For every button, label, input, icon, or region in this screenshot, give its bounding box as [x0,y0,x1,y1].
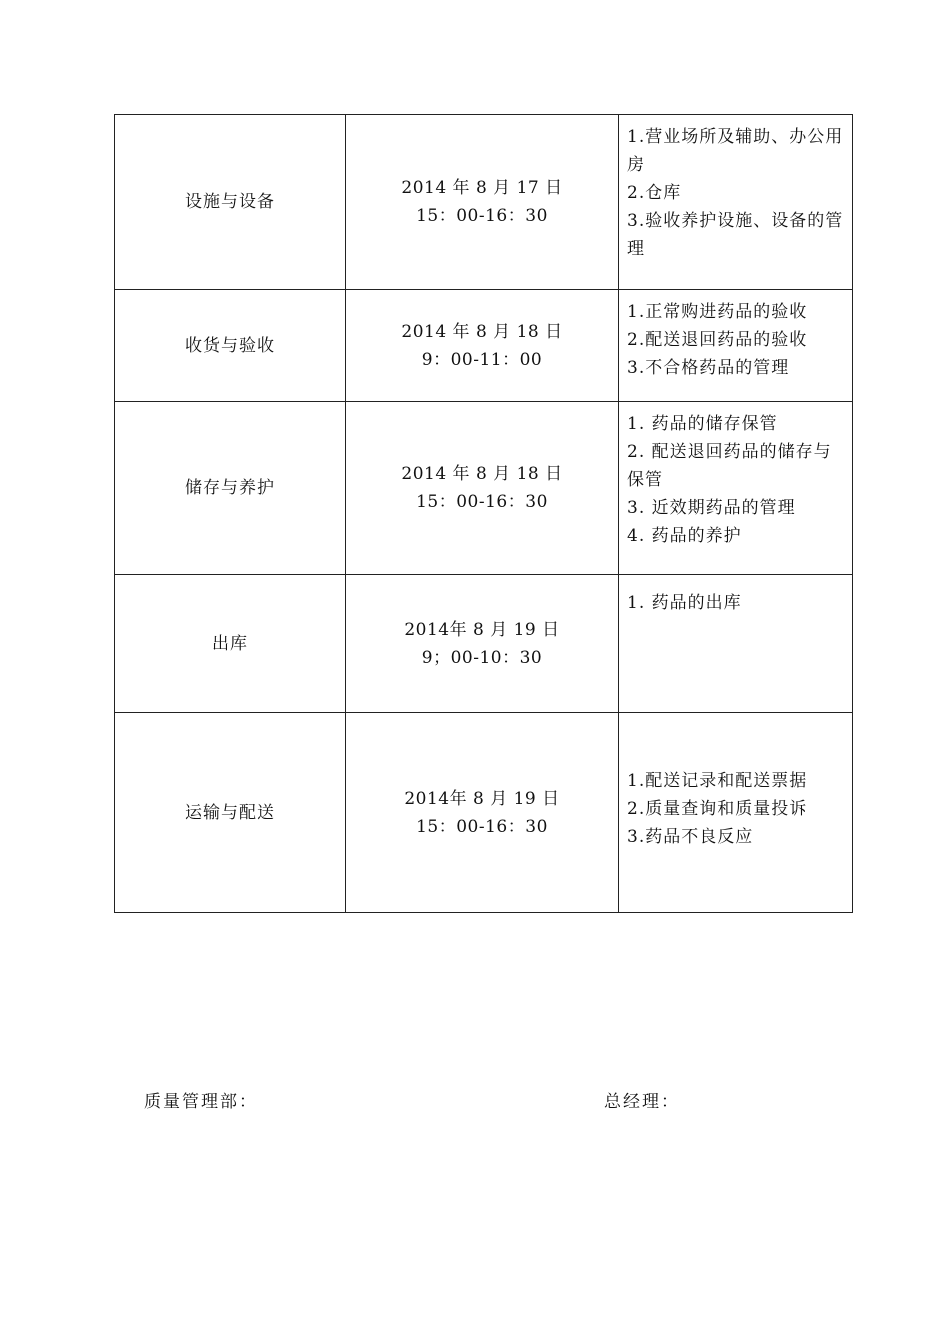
quality-dept-signature-label: 质量管理部： [144,1092,258,1112]
content-line: 1. 药品的储存保管 [627,414,778,434]
content-line: 2. 配送退回药品的储存与保管 [627,442,832,490]
item-label: 收货与验收 [185,335,275,356]
table-row [115,115,853,290]
content-list [619,115,852,271]
content-line: 1. 药品的出库 [627,593,742,613]
inspection-schedule-table [114,114,853,913]
item-cell [115,575,346,713]
date-text: 2014 年 8 月 18 日 [401,321,563,342]
content-list [619,402,852,558]
date-text: 2014 年 8 月 17 日 [401,178,563,198]
time-cell [346,713,619,913]
item-label: 运输与配送 [185,802,275,823]
content-line: 3.验收养护设施、设备的管理 [627,211,844,259]
table-row [115,713,853,913]
time-text: 9；00-10：30 [421,647,543,668]
content-line: 1.正常购进药品的验收 [627,302,808,322]
item-cell [115,713,346,913]
date-text: 2014年 8 月 19 日 [404,619,560,640]
content-line: 2.质量查询和质量投诉 [627,798,808,819]
content-line: 1.配送记录和配送票据 [627,770,808,791]
date-text: 2014年 8 月 19 日 [404,788,560,809]
content-cell [619,713,853,913]
content-list [619,290,852,390]
content-list [619,767,852,859]
time-text: 15：00-16：30 [416,206,548,226]
content-cell [619,290,853,402]
date-text: 2014 年 8 月 18 日 [401,464,563,484]
content-list [619,575,852,625]
time-cell [346,402,619,575]
content-line: 3.不合格药品的管理 [627,358,790,378]
content-line: 3. 近效期药品的管理 [627,498,796,518]
item-cell [115,115,346,290]
content-line: 1.营业场所及辅助、办公用房 [627,127,844,175]
table-row [115,575,853,713]
general-manager-signature-label: 总经理： [604,1092,680,1112]
item-cell [115,402,346,575]
content-cell [619,115,853,290]
time-cell [346,115,619,290]
time-text: 9：00-11：00 [421,349,543,370]
time-text: 15：00-16：30 [416,492,548,512]
content-cell [619,575,853,713]
content-line: 2.仓库 [627,183,682,203]
item-label: 出库 [212,633,248,654]
time-cell [346,290,619,402]
item-label: 设施与设备 [185,192,275,212]
content-line: 3.药品不良反应 [627,826,754,847]
time-cell [346,575,619,713]
table-row [115,290,853,402]
content-cell [619,402,853,575]
content-line: 2.配送退回药品的验收 [627,330,808,350]
table-row [115,402,853,575]
content-line: 4. 药品的养护 [627,526,742,546]
time-text: 15：00-16：30 [416,816,548,837]
item-cell [115,290,346,402]
item-label: 储存与养护 [185,478,275,498]
